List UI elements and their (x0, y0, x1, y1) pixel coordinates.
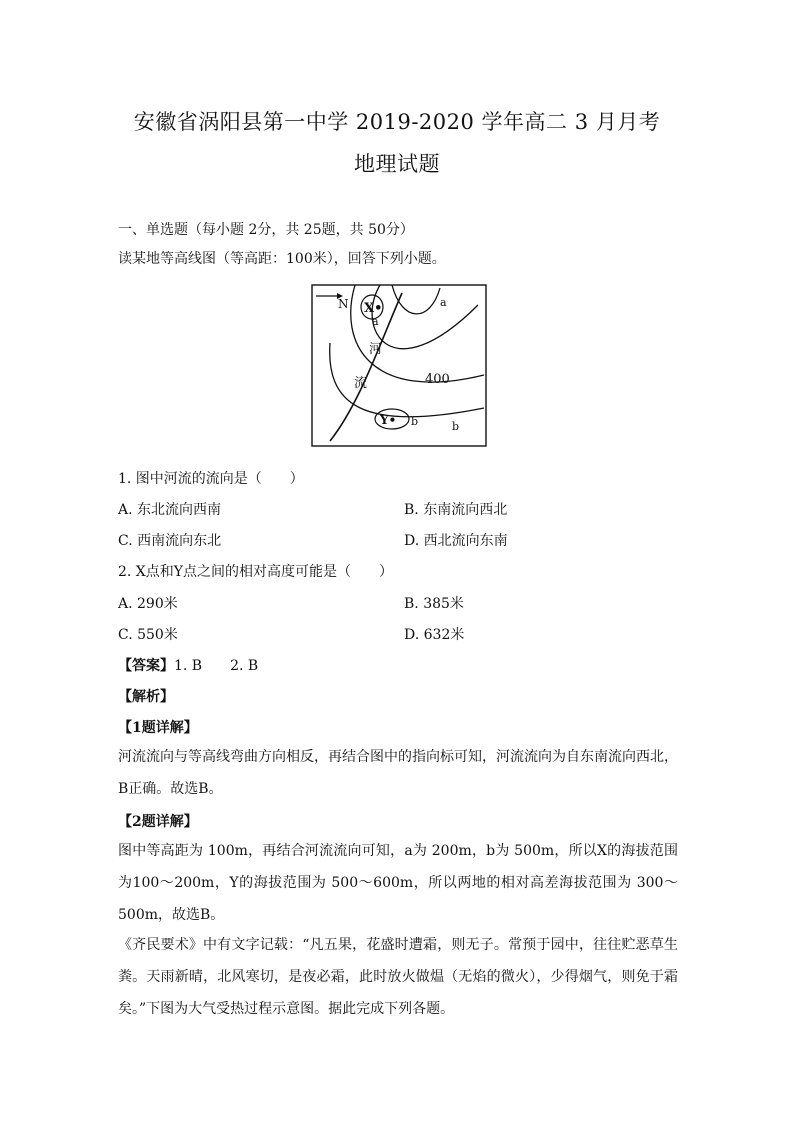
q2-analysis-text: 图中等高距为 100m，再结合河流流向可知，a为 200m，b为 500m，所以X的海拔范围为100～200m，Y的海拔范围为 500～600m，所以两地的相对高差海拔范围为 300～500m，故选B。 (118, 843, 678, 923)
contour-400-label: 400 (425, 372, 450, 387)
question-2-option-a[interactable]: A. 290米 (118, 596, 178, 612)
q1-analysis-text: 河流流向与等高线弯曲方向相反，再结合图中的指向标可知，河流流向为自东南流向西北，B正确。故选B。 (118, 749, 678, 797)
y-label: Y• (380, 413, 397, 427)
river-char-2: 流 (354, 376, 368, 391)
north-label: N (338, 297, 349, 311)
next-passage: 《齐民要术》中有文字记载：“凡五果，花盛时遭霜，则无子。常预于园中，往往贮恶草生粪。天雨新晴，北风寒切，是夜必霜，此时放火做煴（无焰的微火），少得烟气，则免于霜矣。”下图为大气受热过程示意图。据此完成下列各题。 (118, 937, 678, 1017)
river-char-1: 河 (369, 342, 383, 357)
contour-b-label: b (452, 420, 460, 433)
question-1-option-d[interactable]: D. 西北流向东南 (404, 533, 508, 549)
q1-analysis-label: 【1题详解】 (118, 720, 198, 736)
contour-line-400 (372, 285, 478, 349)
question-1-option-c[interactable]: C. 西南流向东北 (118, 533, 222, 549)
y-contour-label: b (411, 415, 419, 428)
section-heading: 一、单选题（每小题 2分，共 25题，共 50分） (118, 222, 414, 238)
question-2-option-b[interactable]: B. 385米 (404, 596, 464, 612)
answer-line (118, 655, 258, 675)
contour-a-label: a (440, 296, 447, 309)
analysis-label: 【解析】 (118, 689, 174, 705)
reading-intro: 读某地等高线图（等高距：100米），回答下列小题。 (118, 251, 446, 267)
question-1-stem: 1. 图中河流的流向是（ ） (118, 471, 304, 487)
question-2-stem: 2. X点和Y点之间的相对高度可能是（ ） (118, 564, 394, 580)
question-2-option-c[interactable]: C. 550米 (118, 627, 178, 643)
exam-subject: 地理试题 (354, 152, 440, 176)
question-1-option-a[interactable]: A. 东北流向西南 (118, 502, 222, 518)
answer-text: 1. B 2. B (174, 658, 259, 674)
question-2-option-d[interactable]: D. 632米 (404, 627, 465, 643)
x-contour-label: a (372, 315, 379, 328)
x-label: X• (364, 301, 383, 316)
question-1-option-b[interactable]: B. 东南流向西北 (404, 502, 508, 518)
q2-analysis-label: 【2题详解】 (118, 814, 198, 830)
exam-title: 安徽省涡阳县第一中学 2019-2020 学年高二 3 月月考 (133, 110, 661, 134)
answer-label: 【答案】 (118, 658, 174, 674)
contour-map (310, 283, 488, 448)
contour-map-figure (310, 283, 488, 448)
